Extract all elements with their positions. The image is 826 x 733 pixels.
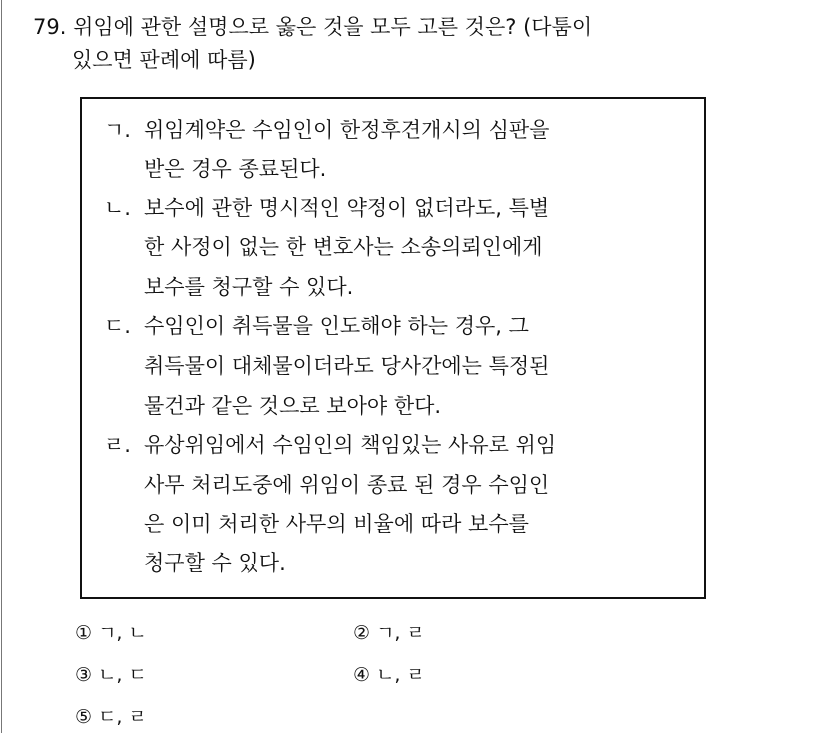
page-left-border xyxy=(1,0,2,733)
statement-marker: ㄴ. xyxy=(104,196,131,220)
choice-5[interactable]: ⑤ ㄷ, ㄹ xyxy=(75,706,147,728)
question-text-2: 있으면 판례에 따름) xyxy=(72,48,256,72)
choice-4[interactable]: ④ ㄴ, ㄹ xyxy=(353,664,425,686)
question-line-1 xyxy=(33,12,592,42)
statement-line: 은 이미 처리한 사무의 비율에 따라 보수를 xyxy=(144,512,529,536)
statement-marker: ㄱ. xyxy=(104,118,131,142)
choice-1[interactable]: ① ㄱ, ㄴ xyxy=(75,622,147,644)
choice-3[interactable]: ③ ㄴ, ㄷ xyxy=(75,664,147,686)
statement-line: 청구할 수 있다. xyxy=(144,551,286,575)
question-number: 79. xyxy=(33,15,67,39)
choice-2[interactable]: ② ㄱ, ㄹ xyxy=(353,622,425,644)
statement-line: 받은 경우 종료된다. xyxy=(144,157,327,181)
statement-marker: ㄷ. xyxy=(104,314,131,338)
statement-line: 한 사정이 없는 한 변호사는 소송의뢰인에게 xyxy=(144,235,543,259)
statement-line: 물건과 같은 것으로 보아야 한다. xyxy=(144,394,442,418)
statement-box xyxy=(80,97,706,599)
statement-line: 위임계약은 수임인이 한정후견개시의 심판을 xyxy=(144,118,550,142)
statement-line: 유상위임에서 수임인의 책임있는 사유로 위임 xyxy=(144,433,557,457)
statement-marker: ㄹ. xyxy=(104,433,131,457)
statement-line: 취득물이 대체물이더라도 당사간에는 특정된 xyxy=(144,354,550,378)
statement-line: 보수에 관한 명시적인 약정이 없더라도, 특별 xyxy=(144,196,550,220)
statement-line: 수임인이 취득물을 인도해야 하는 경우, 그 xyxy=(144,314,529,338)
statement-line: 사무 처리도중에 위임이 종료 된 경우 수임인 xyxy=(144,473,550,497)
question-text-1: 위임에 관한 설명으로 옳은 것을 모두 고른 것은? (다툼이 xyxy=(73,15,593,39)
statement-line: 보수를 청구할 수 있다. xyxy=(144,275,354,299)
